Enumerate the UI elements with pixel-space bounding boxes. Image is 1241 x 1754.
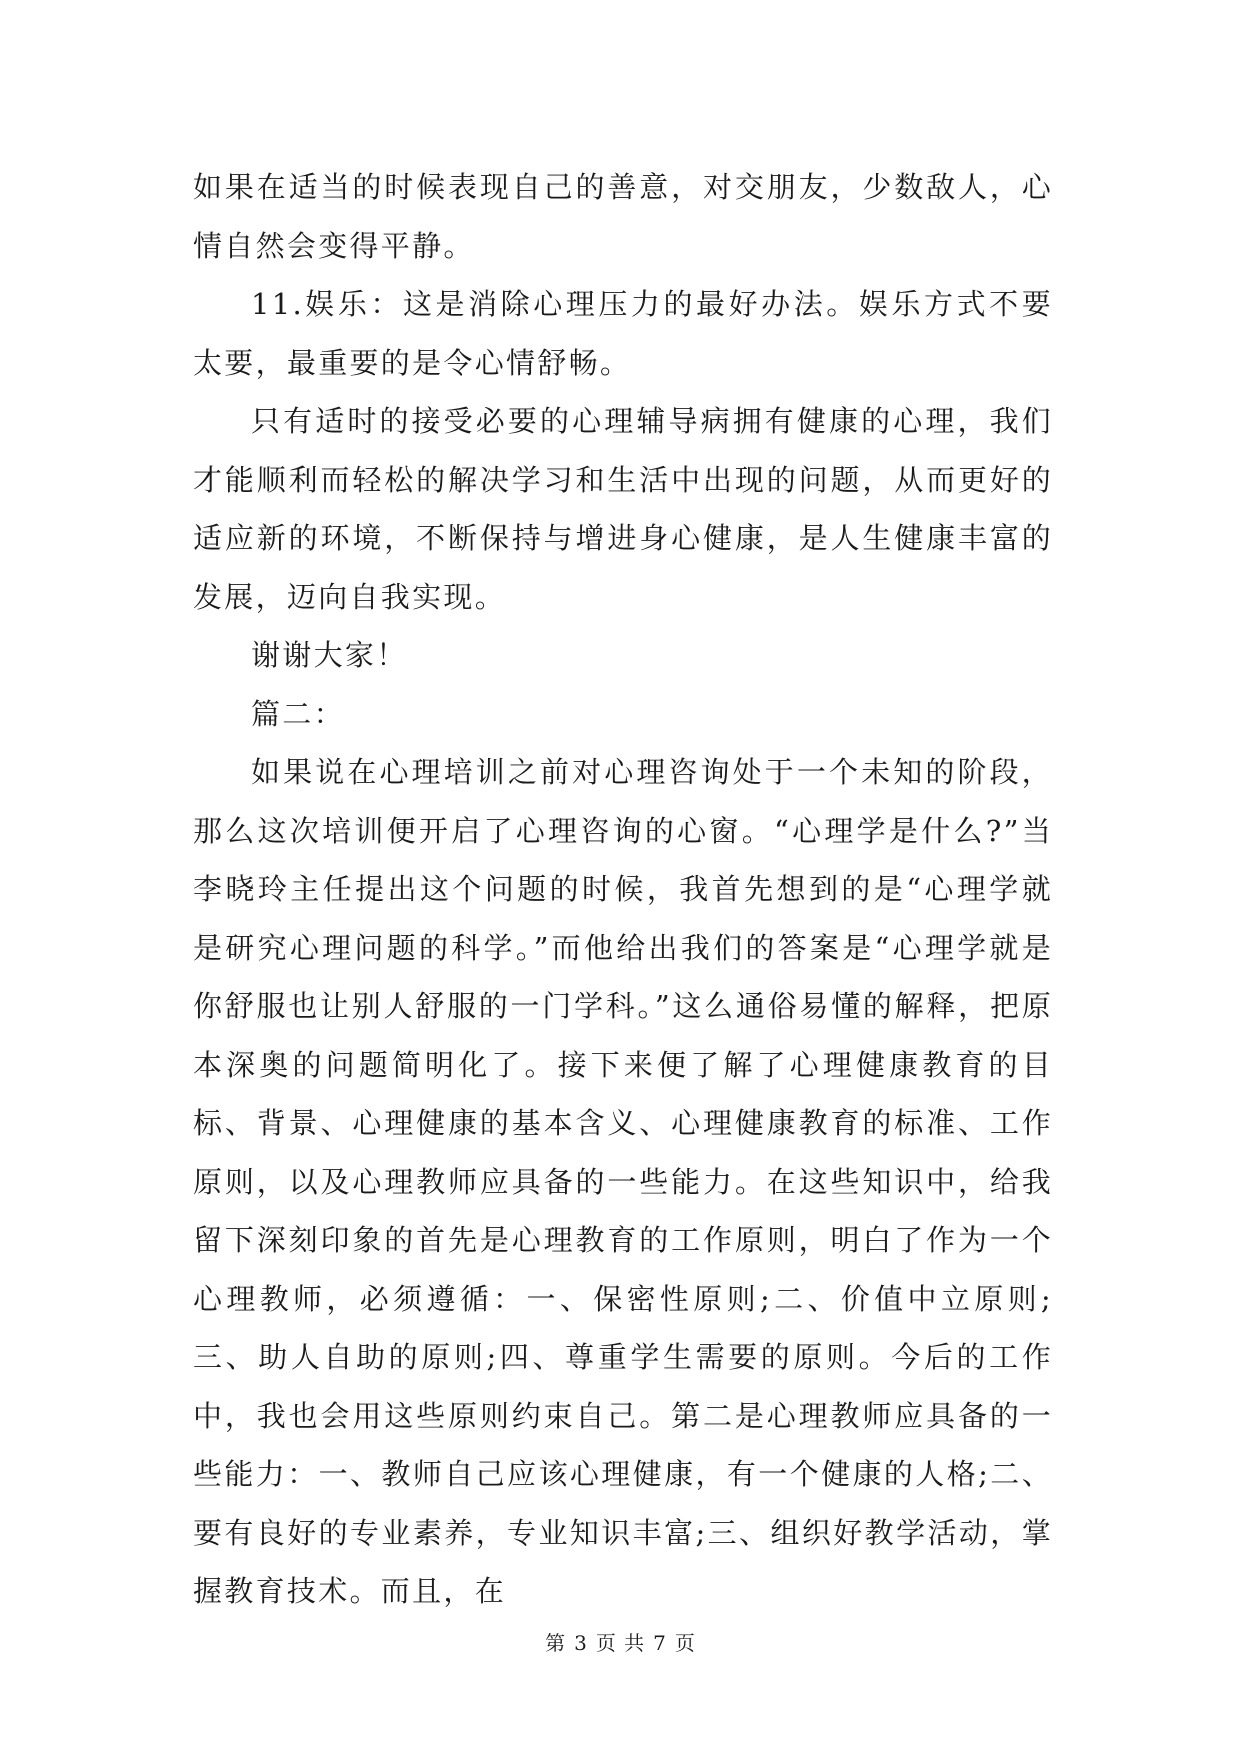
paragraph-6: 如果说在心理培训之前对心理咨询处于一个未知的阶段，那么这次培训便开启了心理咨询的心窗。“心理学是什么?”当李晓玲主任提出这个问题的时候，我首先想到的是“心理学就是研究心理问题的科学。”而他给出我们的答案是“心理学就是你舒服也让别人舒服的一门学科。”这么通俗易懂的解释，把原本深奥的问题简明化了。接下来便了解了心理健康教育的目标、背景、心理健康的基本含义、心理健康教育的标准、工作原则，以及心理教师应具备的一些能力。在这些知识中，给我留下深刻印象的首先是心理教育的工作原则，明白了作为一个心理教师，必须遵循：一、保密性原则;二、价值中立原则;三、助人自助的原则;四、尊重学生需要的原则。今后的工作中，我也会用这些原则约束自己。第二是心理教师应具备的一些能力：一、教师自己应该心理健康，有一个健康的人格;二、要有良好的专业素养，专业知识丰富;三、组织好教学活动，掌握教育技术。而且，在	[193, 755, 1053, 1608]
page-footer	[0, 1627, 1241, 1656]
footer-suffix: 页	[674, 1631, 696, 1655]
paragraph-3: 只有适时的接受必要的心理辅导病拥有健康的心理，我们才能顺利而轻松的解决学习和生活中出现的问题，从而更好的适应新的环境，不断保持与增进身心健康，是人生健康丰富的发展，迈向自我实现。	[193, 404, 1053, 614]
footer-prefix: 第	[545, 1631, 567, 1655]
document-body	[193, 158, 1053, 1621]
footer-middle: 页 共	[595, 1631, 646, 1655]
footer-current-page: 3	[574, 1631, 588, 1655]
paragraph-2: 11.娱乐：这是消除心理压力的最好办法。娱乐方式不要太要，最重要的是令心情舒畅。	[193, 287, 1053, 380]
paragraph-4: 谢谢大家！	[251, 638, 408, 672]
footer-total-pages: 7	[653, 1631, 667, 1655]
paragraph-1: 如果在适当的时候表现自己的善意，对交朋友，少数敌人，心情自然会变得平静。	[193, 170, 1053, 263]
paragraph-5: 篇二：	[251, 696, 345, 731]
